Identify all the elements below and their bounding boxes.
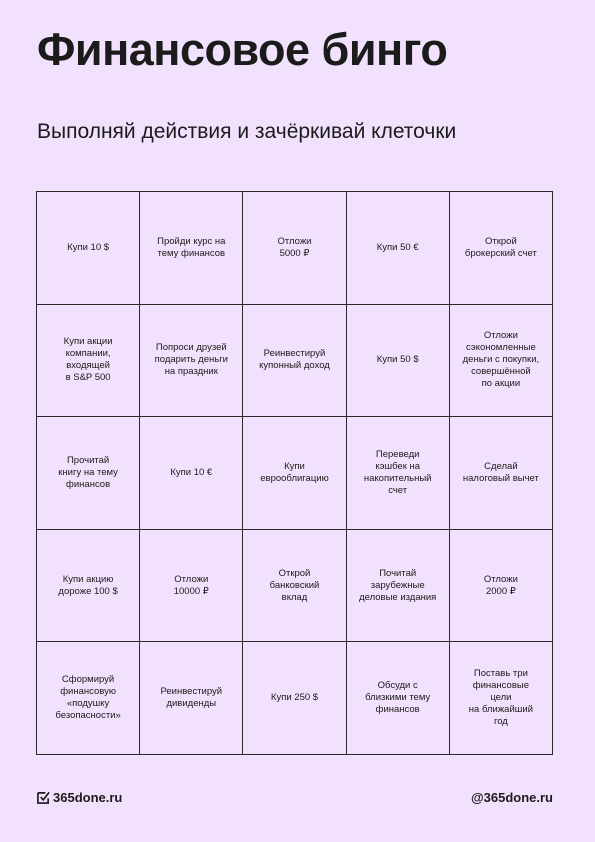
footer-handle: @365done.ru [470,790,553,805]
bingo-cell: Купи акцию дороже 100 $ [37,530,140,643]
bingo-cell: Открой брокерский счет [450,192,553,305]
bingo-cell: Открой банковский вклад [243,530,346,643]
bingo-cell: Реинвестируй купонный доход [243,305,346,418]
bingo-cell: Отложи 10000 ₽ [140,530,243,643]
bingo-cell: Прочитай книгу на тему финансов [37,417,140,530]
bingo-cell: Попроси друзей подарить деньги на праздник [140,305,243,418]
bingo-cell: Сделай налоговый вычет [450,417,553,530]
bingo-cell: Почитай зарубежные деловые издания [347,530,450,643]
bingo-cell: Поставь три финансовые цели на ближайший год [450,642,553,755]
bingo-cell: Купи еврооблигацию [243,417,346,530]
bingo-cell: Купи 50 $ [347,305,450,418]
bingo-cell: Переведи кэшбек на накопительный счет [347,417,450,530]
page-title: Финансовое бинго [37,24,448,75]
page-subtitle: Выполняй действия и зачёркивай клеточки [37,120,457,143]
bingo-cell: Купи акции компании, входящей в S&P 500 [37,305,140,418]
bingo-grid [36,191,553,755]
bingo-cell: Сформируй финансовую «подушку безопасности» [37,642,140,755]
footer-logo [37,790,122,805]
bingo-cell: Отложи 5000 ₽ [243,192,346,305]
bingo-cell: Купи 10 € [140,417,243,530]
footer-site: 365done.ru [53,790,123,805]
bingo-cell: Обсуди с близкими тему финансов [347,642,450,755]
bingo-cell: Реинвестируй дивиденды [140,642,243,755]
bingo-cell: Купи 50 € [347,192,450,305]
bingo-cell: Купи 250 $ [243,642,346,755]
bingo-cell: Отложи сэкономленные деньги с покупки, совершённой по акции [450,305,553,418]
bingo-cell: Купи 10 $ [37,192,140,305]
check-box-icon [37,791,50,804]
bingo-cell: Пройди курс на тему финансов [140,192,243,305]
bingo-cell: Отложи 2000 ₽ [450,530,553,643]
